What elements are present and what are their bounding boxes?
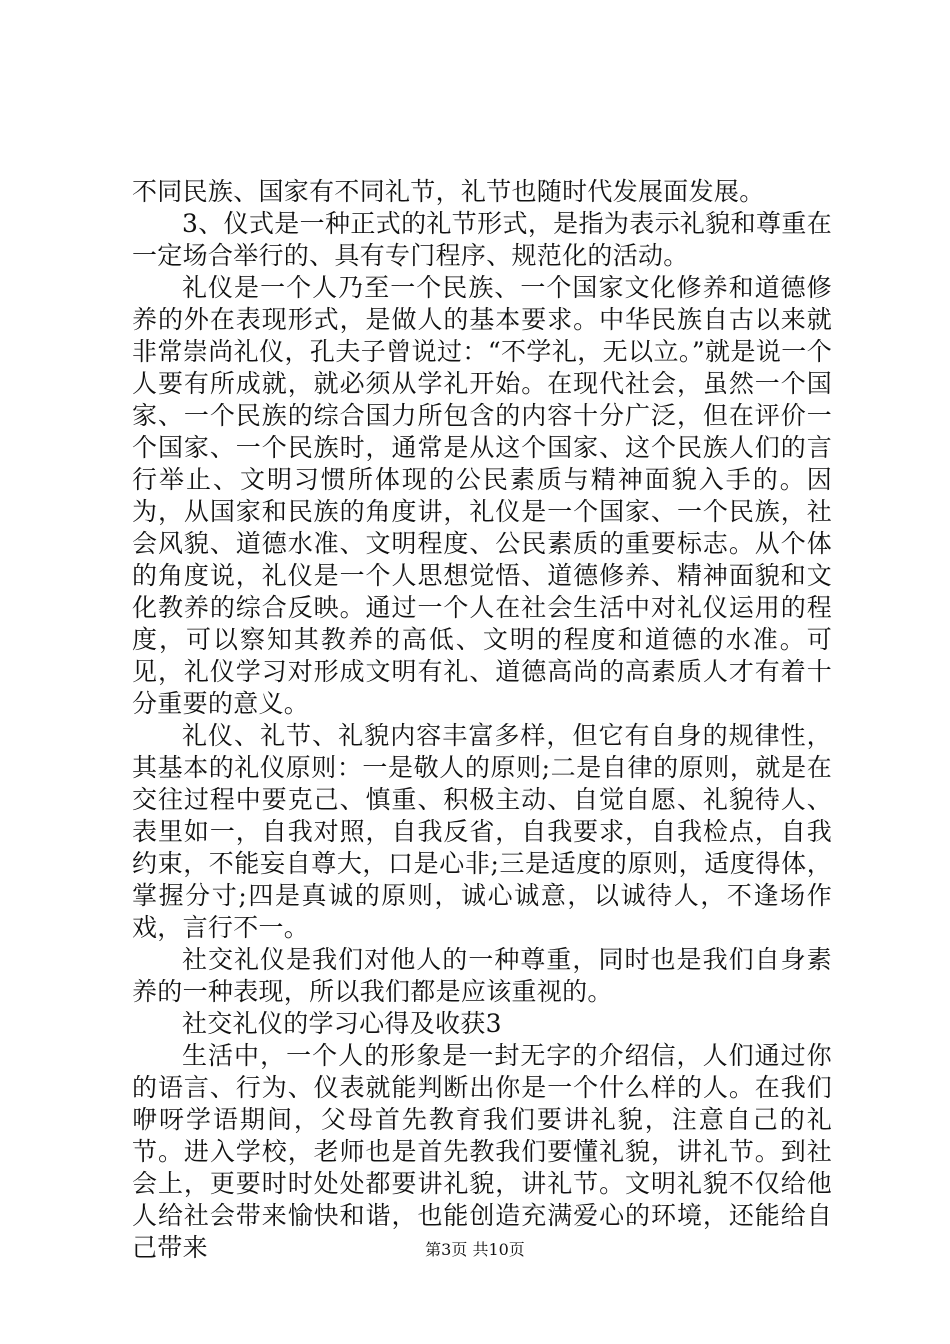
page-number-footer: 第3页 共10页: [425, 1240, 525, 1259]
paragraph-etiquette-importance: 礼仪是一个人乃至一个民族、一个国家文化修养和道德修养的外在表现形式，是做人的基本要求。中华民族自古以来就非常崇尚礼仪，孔夫子曾说过：“不学礼，无以立。”就是说一个人要有所成就，就必须从学礼开始。在现代社会，虽然一个国家、一个民族的综合国力所包含的内容十分广泛，但在评价一个国家、一个民族时，通常是从这个国家、这个民族人们的言行举止、文明习惯所体现的公民素质与精神面貌入手的。因为，从国家和民族的角度讲，礼仪是一个国家、一个民族，社会风貌、道德水准、文明程度、公民素质的重要标志。从个体的角度说，礼仪是一个人思想觉悟、道德修养、精神面貌和文化教养的综合反映。通过一个人在社会生活中对礼仪运用的程度，可以察知其教养的高低、文明的程度和道德的水准。可见，礼仪学习对形成文明有礼、道德高尚的高素质人才有着十分重要的意义。: [132, 273, 832, 718]
section-heading: 社交礼仪的学习心得及收获3: [182, 1009, 502, 1038]
paragraph-personal-image: 生活中，一个人的形象是一封无字的介绍信，人们通过你的语言、行为、仪表就能判断出你是一个什么样的人。在我们咿呀学语期间，父母首先教育我们要讲礼貌，注意自己的礼节。进入学校，老师也是首先教我们要懂礼貌，讲礼节。到社会上，更要时时处处都要讲礼貌，讲礼节。文明礼貌不仅给他人给社会带来愉快和谐，也能创造充满爱心的环境，还能给自己带来: [132, 1041, 832, 1262]
paragraph-continuation: 不同民族、国家有不同礼节，礼节也随时代发展面发展。: [132, 177, 765, 206]
paragraph-social-etiquette-respect: 社交礼仪是我们对他人的一种尊重，同时也是我们自身素养的一种表现，所以我们都是应该重视的。: [132, 945, 832, 1006]
paragraph-etiquette-principles: 礼仪、礼节、礼貌内容丰富多样，但它有自身的规律性，其基本的礼仪原则：一是敬人的原则;二是自律的原则，就是在交往过程中要克己、慎重、积极主动、自觉自愿、礼貌待人、表里如一，自我对照，自我反省，自我要求，自我检点，自我约束，不能妄自尊大，口是心非;三是适度的原则，适度得体，掌握分寸;四是真诚的原则，诚心诚意，以诚待人，不逢场作戏，言行不一。: [132, 721, 832, 942]
document-body: [132, 176, 832, 1264]
paragraph-ceremony-definition: 3、仪式是一种正式的礼节形式，是指为表示礼貌和尊重在一定场合举行的、具有专门程序、规范化的活动。: [132, 209, 832, 270]
